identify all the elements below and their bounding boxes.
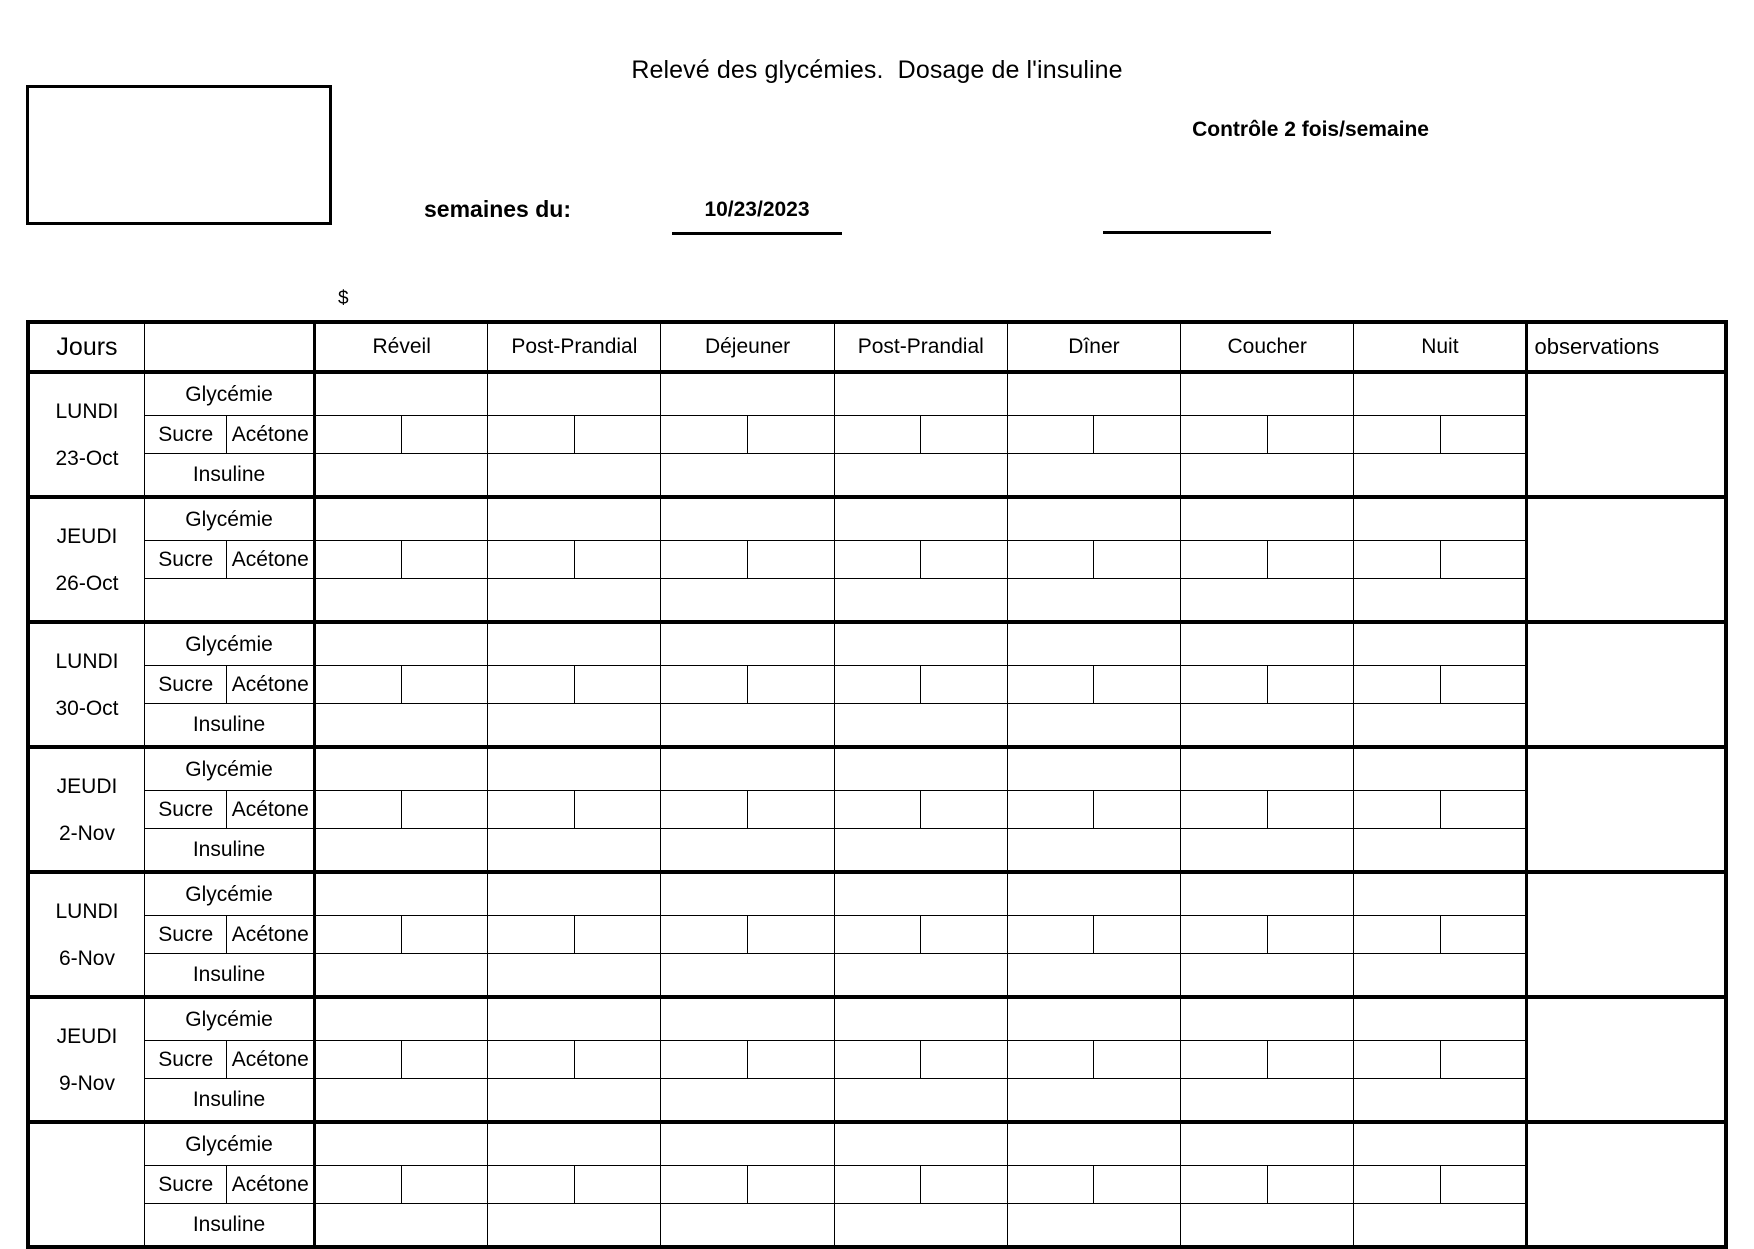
block-2-insuline-cell-4[interactable] — [1007, 704, 1180, 748]
block-4-insuline-cell-0[interactable] — [315, 954, 488, 998]
block-5-acetone-cell-5[interactable] — [1267, 1041, 1354, 1079]
block-2-label-acetone: Acétone — [227, 666, 315, 704]
block-2-acetone-cell-6[interactable] — [1440, 666, 1527, 704]
block-2-acetone-cell-1[interactable] — [574, 666, 661, 704]
block-5-glycemie-cell-6[interactable] — [1354, 997, 1527, 1041]
header-col-5: Post-Prandial — [834, 322, 1007, 372]
block-3-label-insuline: Insuline — [144, 829, 314, 873]
block-5-insuline-cell-4[interactable] — [1007, 1079, 1180, 1123]
control-frequency-note: Contrôle 2 fois/semaine — [1192, 118, 1429, 141]
block-1-insuline-cell-4[interactable] — [1007, 579, 1180, 623]
block-0-insuline-cell-5[interactable] — [1181, 454, 1354, 498]
block-0-glycemie-row — [28, 372, 1726, 416]
block-0-insuline-cell-2[interactable] — [661, 454, 834, 498]
block-3-day-date: 2-Nov — [58, 821, 115, 845]
block-1-insuline-cell-3[interactable] — [834, 579, 1007, 623]
block-0-insuline-cell-3[interactable] — [834, 454, 1007, 498]
block-6-sucre-cell-5[interactable] — [1181, 1166, 1268, 1204]
block-0-acetone-cell-3[interactable] — [921, 416, 1008, 454]
block-1-acetone-cell-0[interactable] — [401, 541, 488, 579]
block-4-insuline-cell-6[interactable] — [1354, 954, 1527, 998]
block-4-label-glycemie: Glycémie — [144, 872, 314, 916]
block-3-sucre-cell-2[interactable] — [661, 791, 748, 829]
block-2-glycemie-cell-2[interactable] — [661, 622, 834, 666]
block-2-insuline-cell-0[interactable] — [315, 704, 488, 748]
block-0-insuline-cell-6[interactable] — [1354, 454, 1527, 498]
block-6-acetone-cell-0[interactable] — [401, 1166, 488, 1204]
block-4-insuline-cell-4[interactable] — [1007, 954, 1180, 998]
logo-placeholder-box — [26, 85, 332, 225]
block-6-insuline-cell-4[interactable] — [1007, 1204, 1180, 1248]
glycemia-log-table — [26, 320, 1728, 1249]
block-5-glycemie-cell-0[interactable] — [315, 997, 488, 1041]
block-4-acetone-cell-6[interactable] — [1440, 916, 1527, 954]
block-1-sucre-cell-1[interactable] — [488, 541, 575, 579]
block-0-day-date: 23-Oct — [55, 446, 119, 470]
block-5-acetone-cell-0[interactable] — [401, 1041, 488, 1079]
block-6-glycemie-cell-6[interactable] — [1354, 1122, 1527, 1166]
block-2-sucre-acetone-row — [28, 666, 1726, 704]
week-start-date-field[interactable]: 10/23/2023 — [672, 198, 842, 235]
block-1-insuline-row — [28, 579, 1726, 623]
block-0-acetone-cell-1[interactable] — [574, 416, 661, 454]
block-6-sucre-cell-3[interactable] — [834, 1166, 921, 1204]
header-col-3: Post-Prandial — [488, 322, 661, 372]
block-3-sucre-cell-0[interactable] — [315, 791, 402, 829]
block-6-insuline-cell-3[interactable] — [834, 1204, 1007, 1248]
block-4-sucre-cell-2[interactable] — [661, 916, 748, 954]
block-3-glycemie-cell-5[interactable] — [1181, 747, 1354, 791]
block-5-insuline-cell-3[interactable] — [834, 1079, 1007, 1123]
block-3-insuline-row — [28, 829, 1726, 873]
block-3-insuline-cell-1[interactable] — [488, 829, 661, 873]
block-4-day-date: 6-Nov — [58, 946, 115, 970]
block-6-acetone-cell-5[interactable] — [1267, 1166, 1354, 1204]
block-3-acetone-cell-6[interactable] — [1440, 791, 1527, 829]
block-4-insuline-row — [28, 954, 1726, 998]
block-3-observations-cell[interactable] — [1527, 747, 1726, 872]
block-1-day-name: JEUDI — [56, 524, 118, 548]
block-2-acetone-cell-0[interactable] — [401, 666, 488, 704]
block-6-sucre-cell-6[interactable] — [1354, 1166, 1441, 1204]
block-4-glycemie-cell-5[interactable] — [1181, 872, 1354, 916]
block-3-day-name: JEUDI — [56, 774, 118, 798]
block-5-sucre-cell-1[interactable] — [488, 1041, 575, 1079]
block-2-insuline-cell-1[interactable] — [488, 704, 661, 748]
block-2-acetone-cell-3[interactable] — [921, 666, 1008, 704]
block-6-glycemie-cell-1[interactable] — [488, 1122, 661, 1166]
block-5-day-name: JEUDI — [56, 1024, 118, 1048]
block-4-sucre-cell-6[interactable] — [1354, 916, 1441, 954]
block-3-insuline-cell-3[interactable] — [834, 829, 1007, 873]
block-5-glycemie-cell-1[interactable] — [488, 997, 661, 1041]
header-measure-blank — [144, 322, 314, 372]
block-0-label-acetone: Acétone — [227, 416, 315, 454]
block-4-acetone-cell-4[interactable] — [1094, 916, 1181, 954]
block-5-glycemie-row — [28, 997, 1726, 1041]
block-4-sucre-cell-5[interactable] — [1181, 916, 1268, 954]
weeks-label: semaines du: — [424, 196, 571, 222]
block-0-acetone-cell-2[interactable] — [748, 416, 835, 454]
block-0-glycemie-cell-1[interactable] — [488, 372, 661, 416]
block-1-label-sucre: Sucre — [144, 541, 226, 579]
page-title: Relevé des glycémies. Dosage de l'insuline — [631, 56, 1123, 84]
block-3-insuline-cell-5[interactable] — [1181, 829, 1354, 873]
block-0-day-name: LUNDI — [55, 399, 119, 423]
block-5-insuline-cell-0[interactable] — [315, 1079, 488, 1123]
block-2-sucre-cell-1[interactable] — [488, 666, 575, 704]
block-1-insuline-cell-0[interactable] — [315, 579, 488, 623]
block-6-glycemie-cell-2[interactable] — [661, 1122, 834, 1166]
block-6-acetone-cell-3[interactable] — [921, 1166, 1008, 1204]
block-2-sucre-cell-4[interactable] — [1007, 666, 1094, 704]
block-4-acetone-cell-3[interactable] — [921, 916, 1008, 954]
block-5-insuline-cell-2[interactable] — [661, 1079, 834, 1123]
currency-marker: $ — [338, 288, 349, 309]
block-2-insuline-cell-6[interactable] — [1354, 704, 1527, 748]
block-3-sucre-acetone-row — [28, 791, 1726, 829]
block-0-acetone-cell-4[interactable] — [1094, 416, 1181, 454]
block-1-day-cell — [28, 497, 144, 622]
block-3-acetone-cell-5[interactable] — [1267, 791, 1354, 829]
block-5-acetone-cell-1[interactable] — [574, 1041, 661, 1079]
block-5-acetone-cell-3[interactable] — [921, 1041, 1008, 1079]
block-4-acetone-cell-0[interactable] — [401, 916, 488, 954]
block-0-glycemie-cell-2[interactable] — [661, 372, 834, 416]
block-5-label-glycemie: Glycémie — [144, 997, 314, 1041]
block-0-sucre-cell-5[interactable] — [1181, 416, 1268, 454]
block-0-insuline-cell-1[interactable] — [488, 454, 661, 498]
block-0-glycemie-cell-0[interactable] — [315, 372, 488, 416]
block-3-sucre-cell-6[interactable] — [1354, 791, 1441, 829]
block-6-sucre-acetone-row — [28, 1166, 1726, 1204]
block-3-insuline-cell-2[interactable] — [661, 829, 834, 873]
block-5-sucre-cell-4[interactable] — [1007, 1041, 1094, 1079]
block-4-sucre-cell-1[interactable] — [488, 916, 575, 954]
block-6-glycemie-cell-5[interactable] — [1181, 1122, 1354, 1166]
block-0-sucre-cell-4[interactable] — [1007, 416, 1094, 454]
block-0-label-insuline: Insuline — [144, 454, 314, 498]
block-4-insuline-cell-3[interactable] — [834, 954, 1007, 998]
block-5-sucre-cell-2[interactable] — [661, 1041, 748, 1079]
block-4-glycemie-cell-1[interactable] — [488, 872, 661, 916]
block-0-glycemie-cell-3[interactable] — [834, 372, 1007, 416]
block-3-glycemie-cell-2[interactable] — [661, 747, 834, 791]
block-1-glycemie-cell-4[interactable] — [1007, 497, 1180, 541]
block-2-acetone-cell-5[interactable] — [1267, 666, 1354, 704]
block-3-sucre-cell-5[interactable] — [1181, 791, 1268, 829]
block-5-insuline-cell-1[interactable] — [488, 1079, 661, 1123]
block-5-day-cell — [28, 997, 144, 1122]
block-2-sucre-cell-5[interactable] — [1181, 666, 1268, 704]
block-6-label-glycemie: Glycémie — [144, 1122, 314, 1166]
block-5-insuline-row — [28, 1079, 1726, 1123]
block-2-observations-cell[interactable] — [1527, 622, 1726, 747]
block-6-label-sucre: Sucre — [144, 1166, 226, 1204]
block-1-sucre-cell-3[interactable] — [834, 541, 921, 579]
block-2-sucre-cell-0[interactable] — [315, 666, 402, 704]
block-5-label-sucre: Sucre — [144, 1041, 226, 1079]
block-3-sucre-cell-4[interactable] — [1007, 791, 1094, 829]
block-2-day-date: 30-Oct — [55, 696, 119, 720]
block-5-glycemie-cell-5[interactable] — [1181, 997, 1354, 1041]
block-0-glycemie-cell-4[interactable] — [1007, 372, 1180, 416]
block-1-acetone-cell-3[interactable] — [921, 541, 1008, 579]
block-6-insuline-row — [28, 1204, 1726, 1248]
block-6-observations-cell[interactable] — [1527, 1122, 1726, 1247]
header-col-8: Nuit — [1354, 322, 1527, 372]
block-1-sucre-acetone-row — [28, 541, 1726, 579]
block-3-glycemie-cell-4[interactable] — [1007, 747, 1180, 791]
block-1-glycemie-cell-1[interactable] — [488, 497, 661, 541]
block-3-acetone-cell-0[interactable] — [401, 791, 488, 829]
block-0-label-sucre: Sucre — [144, 416, 226, 454]
block-0-glycemie-cell-5[interactable] — [1181, 372, 1354, 416]
block-4-insuline-cell-2[interactable] — [661, 954, 834, 998]
block-3-label-sucre: Sucre — [144, 791, 226, 829]
block-5-glycemie-cell-3[interactable] — [834, 997, 1007, 1041]
block-4-acetone-cell-2[interactable] — [748, 916, 835, 954]
block-5-glycemie-cell-4[interactable] — [1007, 997, 1180, 1041]
block-5-acetone-cell-2[interactable] — [748, 1041, 835, 1079]
block-0-sucre-acetone-row — [28, 416, 1726, 454]
block-1-acetone-cell-6[interactable] — [1440, 541, 1527, 579]
block-0-label-glycemie: Glycémie — [144, 372, 314, 416]
block-1-acetone-cell-1[interactable] — [574, 541, 661, 579]
block-5-label-acetone: Acétone — [227, 1041, 315, 1079]
block-3-glycemie-cell-0[interactable] — [315, 747, 488, 791]
block-2-glycemie-cell-0[interactable] — [315, 622, 488, 666]
block-3-acetone-cell-2[interactable] — [748, 791, 835, 829]
block-2-insuline-cell-5[interactable] — [1181, 704, 1354, 748]
block-2-day-name: LUNDI — [55, 649, 119, 673]
block-1-sucre-cell-5[interactable] — [1181, 541, 1268, 579]
block-6-acetone-cell-2[interactable] — [748, 1166, 835, 1204]
block-4-sucre-cell-0[interactable] — [315, 916, 402, 954]
block-6-glycemie-row — [28, 1122, 1726, 1166]
block-3-acetone-cell-3[interactable] — [921, 791, 1008, 829]
header-col-6: Dîner — [1007, 322, 1180, 372]
block-5-sucre-cell-0[interactable] — [315, 1041, 402, 1079]
block-2-label-sucre: Sucre — [144, 666, 226, 704]
block-1-sucre-cell-0[interactable] — [315, 541, 402, 579]
block-4-sucre-cell-4[interactable] — [1007, 916, 1094, 954]
block-4-observations-cell[interactable] — [1527, 872, 1726, 997]
block-4-acetone-cell-1[interactable] — [574, 916, 661, 954]
block-0-insuline-cell-0[interactable] — [315, 454, 488, 498]
block-0-day-cell — [28, 372, 144, 497]
block-1-glycemie-cell-2[interactable] — [661, 497, 834, 541]
block-4-glycemie-cell-6[interactable] — [1354, 872, 1527, 916]
block-0-acetone-cell-0[interactable] — [401, 416, 488, 454]
block-5-sucre-acetone-row — [28, 1041, 1726, 1079]
block-4-day-cell — [28, 872, 144, 997]
block-1-sucre-cell-2[interactable] — [661, 541, 748, 579]
block-4-sucre-cell-3[interactable] — [834, 916, 921, 954]
block-5-day-date: 9-Nov — [58, 1071, 115, 1095]
block-6-insuline-cell-5[interactable] — [1181, 1204, 1354, 1248]
block-1-label-acetone: Acétone — [227, 541, 315, 579]
block-6-insuline-cell-1[interactable] — [488, 1204, 661, 1248]
header-col-4: Déjeuner — [661, 322, 834, 372]
block-4-label-insuline: Insuline — [144, 954, 314, 998]
block-3-sucre-cell-1[interactable] — [488, 791, 575, 829]
block-2-insuline-row — [28, 704, 1726, 748]
block-2-insuline-cell-3[interactable] — [834, 704, 1007, 748]
block-0-sucre-cell-2[interactable] — [661, 416, 748, 454]
block-1-glycemie-cell-6[interactable] — [1354, 497, 1527, 541]
block-3-insuline-cell-4[interactable] — [1007, 829, 1180, 873]
table-header-row — [28, 322, 1726, 372]
block-1-insuline-cell-2[interactable] — [661, 579, 834, 623]
block-2-glycemie-cell-1[interactable] — [488, 622, 661, 666]
block-3-insuline-cell-6[interactable] — [1354, 829, 1527, 873]
block-0-sucre-cell-3[interactable] — [834, 416, 921, 454]
block-4-acetone-cell-5[interactable] — [1267, 916, 1354, 954]
block-1-insuline-cell-1[interactable] — [488, 579, 661, 623]
block-6-glycemie-cell-3[interactable] — [834, 1122, 1007, 1166]
block-2-label-glycemie: Glycémie — [144, 622, 314, 666]
block-5-acetone-cell-6[interactable] — [1440, 1041, 1527, 1079]
block-6-acetone-cell-6[interactable] — [1440, 1166, 1527, 1204]
block-5-observations-cell[interactable] — [1527, 997, 1726, 1122]
block-0-insuline-row — [28, 454, 1726, 498]
block-3-insuline-cell-0[interactable] — [315, 829, 488, 873]
block-2-glycemie-cell-3[interactable] — [834, 622, 1007, 666]
block-1-insuline-cell-6[interactable] — [1354, 579, 1527, 623]
block-6-glycemie-cell-4[interactable] — [1007, 1122, 1180, 1166]
block-2-glycemie-cell-5[interactable] — [1181, 622, 1354, 666]
block-2-day-cell — [28, 622, 144, 747]
block-1-glycemie-cell-5[interactable] — [1181, 497, 1354, 541]
block-6-label-insuline: Insuline — [144, 1204, 314, 1248]
block-4-insuline-cell-5[interactable] — [1181, 954, 1354, 998]
block-2-acetone-cell-4[interactable] — [1094, 666, 1181, 704]
block-5-label-insuline: Insuline — [144, 1079, 314, 1123]
block-6-insuline-cell-2[interactable] — [661, 1204, 834, 1248]
header-col-2: Réveil — [315, 322, 488, 372]
block-2-insuline-cell-2[interactable] — [661, 704, 834, 748]
block-5-insuline-cell-5[interactable] — [1181, 1079, 1354, 1123]
block-2-glycemie-row — [28, 622, 1726, 666]
block-1-glycemie-cell-0[interactable] — [315, 497, 488, 541]
block-2-label-insuline: Insuline — [144, 704, 314, 748]
block-1-glycemie-cell-3[interactable] — [834, 497, 1007, 541]
block-6-sucre-cell-2[interactable] — [661, 1166, 748, 1204]
block-4-day-name: LUNDI — [55, 899, 119, 923]
block-6-insuline-cell-6[interactable] — [1354, 1204, 1527, 1248]
block-3-acetone-cell-1[interactable] — [574, 791, 661, 829]
block-1-glycemie-row — [28, 497, 1726, 541]
block-2-glycemie-cell-6[interactable] — [1354, 622, 1527, 666]
block-5-sucre-cell-6[interactable] — [1354, 1041, 1441, 1079]
block-4-sucre-acetone-row — [28, 916, 1726, 954]
block-0-acetone-cell-6[interactable] — [1440, 416, 1527, 454]
block-0-acetone-cell-5[interactable] — [1267, 416, 1354, 454]
block-3-glycemie-cell-1[interactable] — [488, 747, 661, 791]
block-2-acetone-cell-2[interactable] — [748, 666, 835, 704]
block-5-sucre-cell-5[interactable] — [1181, 1041, 1268, 1079]
block-5-sucre-cell-3[interactable] — [834, 1041, 921, 1079]
block-0-sucre-cell-6[interactable] — [1354, 416, 1441, 454]
block-6-sucre-cell-4[interactable] — [1007, 1166, 1094, 1204]
block-6-sucre-cell-0[interactable] — [315, 1166, 402, 1204]
block-0-sucre-cell-1[interactable] — [488, 416, 575, 454]
block-4-glycemie-cell-3[interactable] — [834, 872, 1007, 916]
header-col-7: Coucher — [1181, 322, 1354, 372]
block-5-glycemie-cell-2[interactable] — [661, 997, 834, 1041]
block-1-acetone-cell-5[interactable] — [1267, 541, 1354, 579]
block-3-acetone-cell-4[interactable] — [1094, 791, 1181, 829]
block-3-sucre-cell-3[interactable] — [834, 791, 921, 829]
block-6-insuline-cell-0[interactable] — [315, 1204, 488, 1248]
block-3-label-glycemie: Glycémie — [144, 747, 314, 791]
block-6-acetone-cell-1[interactable] — [574, 1166, 661, 1204]
block-1-observations-cell[interactable] — [1527, 497, 1726, 622]
block-4-glycemie-cell-2[interactable] — [661, 872, 834, 916]
block-3-glycemie-cell-6[interactable] — [1354, 747, 1527, 791]
block-3-day-cell — [28, 747, 144, 872]
block-3-glycemie-cell-3[interactable] — [834, 747, 1007, 791]
block-3-glycemie-row — [28, 747, 1726, 791]
block-3-label-acetone: Acétone — [227, 791, 315, 829]
block-6-acetone-cell-4[interactable] — [1094, 1166, 1181, 1204]
block-4-insuline-cell-1[interactable] — [488, 954, 661, 998]
block-0-sucre-cell-0[interactable] — [315, 416, 402, 454]
block-1-label-glycemie: Glycémie — [144, 497, 314, 541]
block-2-sucre-cell-6[interactable] — [1354, 666, 1441, 704]
block-4-label-sucre: Sucre — [144, 916, 226, 954]
block-1-sucre-cell-6[interactable] — [1354, 541, 1441, 579]
block-4-glycemie-row — [28, 872, 1726, 916]
block-2-sucre-cell-2[interactable] — [661, 666, 748, 704]
block-5-insuline-cell-6[interactable] — [1354, 1079, 1527, 1123]
block-4-glycemie-cell-0[interactable] — [315, 872, 488, 916]
block-6-glycemie-cell-0[interactable] — [315, 1122, 488, 1166]
block-4-label-acetone: Acétone — [227, 916, 315, 954]
block-0-observations-cell[interactable] — [1527, 372, 1726, 497]
block-1-sucre-cell-4[interactable] — [1007, 541, 1094, 579]
block-6-label-acetone: Acétone — [227, 1166, 315, 1204]
block-2-glycemie-cell-4[interactable] — [1007, 622, 1180, 666]
block-1-acetone-cell-2[interactable] — [748, 541, 835, 579]
block-1-acetone-cell-4[interactable] — [1094, 541, 1181, 579]
block-2-sucre-cell-3[interactable] — [834, 666, 921, 704]
block-5-acetone-cell-4[interactable] — [1094, 1041, 1181, 1079]
block-6-sucre-cell-1[interactable] — [488, 1166, 575, 1204]
block-1-day-date: 26-Oct — [55, 571, 119, 595]
week-second-date-field[interactable] — [1103, 198, 1271, 234]
block-0-glycemie-cell-6[interactable] — [1354, 372, 1527, 416]
block-1-insuline-cell-5[interactable] — [1181, 579, 1354, 623]
block-0-insuline-cell-4[interactable] — [1007, 454, 1180, 498]
header-observations: observations — [1527, 322, 1726, 372]
block-1-label-insuline — [144, 579, 314, 623]
block-4-glycemie-cell-4[interactable] — [1007, 872, 1180, 916]
header-jours: Jours — [28, 322, 144, 372]
block-6-day-cell — [28, 1122, 144, 1247]
